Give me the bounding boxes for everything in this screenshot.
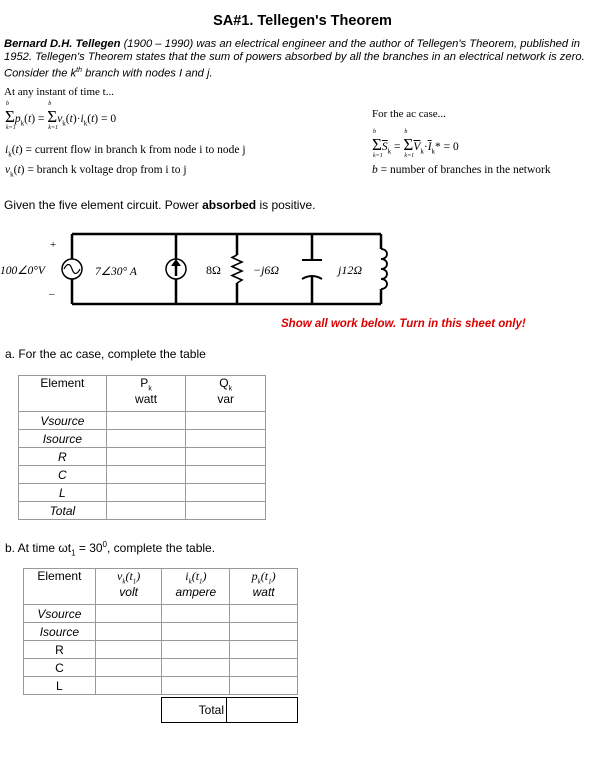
resistor-label: 8Ω (206, 263, 221, 277)
part-a-header-row (19, 376, 266, 412)
row-label: Vsource (19, 412, 107, 430)
q-cell[interactable] (186, 448, 266, 466)
part-b-prompt: b. At time $\omega t_1 = 30^0$, complete the table. (5, 540, 216, 558)
polarity-plus: + (50, 239, 57, 251)
row-label: C (24, 659, 96, 677)
given-text-start: Given the five element circuit. Power (4, 198, 203, 212)
b-definition-text: number of branches in the network (390, 164, 551, 176)
intro-paragraph (4, 38, 600, 81)
current-definition-text: = current flow in branch k from node i to node j (25, 144, 246, 156)
q-cell[interactable] (186, 430, 266, 448)
p-cell[interactable] (106, 412, 186, 430)
instant-heading: At any instant of time t... (4, 86, 114, 98)
instruction-text: Show all work below. Turn in this sheet only! (281, 318, 526, 330)
v-cell[interactable] (95, 641, 162, 659)
part-b-header-row (24, 569, 298, 605)
table-row (24, 659, 298, 677)
resistor (232, 255, 242, 283)
row-label: Vsource (24, 605, 96, 623)
q-cell[interactable] (186, 412, 266, 430)
current-definition: $i_k(t)$ = current flow in branch k from node i to node j (5, 144, 246, 159)
p-cell[interactable] (230, 641, 298, 659)
row-label: L (24, 677, 96, 695)
q-cell[interactable] (186, 484, 266, 502)
intro-text: (1900 – 1990) was an electrical engineer and the author of Tellegen's Theorem, published in 1952. Tellegen's Theorem states that the sum of powers absorbed by all the branches in an electrical network is zero. Consider the k (4, 38, 585, 80)
q-cell[interactable] (186, 502, 266, 520)
q-cell[interactable] (186, 466, 266, 484)
table-row (24, 605, 298, 623)
part-b-header-v: $v_k(t_1)$ volt (95, 569, 162, 605)
polarity-minus: – (49, 288, 55, 300)
part-a-prompt: a. For the ac case, complete the table (5, 347, 206, 361)
part-a-header-element: Element (19, 376, 107, 412)
isource-label: 7∠30° A (95, 266, 137, 278)
row-label: L (19, 484, 107, 502)
instant-sum-equation: Σ b k=1 $p_k(t) = \Sigma$ b k=1 $v_k(t)\cdot i_k(t) = 0$ (5, 101, 117, 131)
table-row-total (19, 502, 266, 520)
i-cell[interactable] (162, 605, 230, 623)
table-row (19, 466, 266, 484)
total-box (161, 697, 298, 723)
i-cell[interactable] (162, 641, 230, 659)
table-row (19, 448, 266, 466)
voltage-source (62, 259, 82, 279)
part-b-header-i: $i_k(t_1)$ ampere (162, 569, 230, 605)
part-a-header-q: $Q_k$ var (186, 376, 266, 412)
vsource-label: 100∠0°V (0, 265, 45, 277)
p-cell[interactable] (106, 484, 186, 502)
p-cell[interactable] (230, 677, 298, 695)
p-cell[interactable] (106, 448, 186, 466)
given-text-bold: absorbed (202, 198, 257, 212)
part-a-table (18, 375, 266, 520)
i-cell[interactable] (162, 659, 230, 677)
given-text (4, 198, 315, 212)
row-label: R (24, 641, 96, 659)
given-text-end: is positive. (256, 198, 316, 212)
ac-sum-equation: Σ b k=1 $\overline{S}_k = \Sigma$ b k=1 $\overline{V}_k\cdot\overline{I}_k* = 0$ (372, 129, 459, 159)
table-row (19, 412, 266, 430)
ac-eq-rhs: = 0 (443, 141, 459, 153)
table-row (24, 623, 298, 641)
intro-name: Bernard D.H. Tellegen (4, 38, 121, 50)
voltage-definition: $v_k(t)$ = branch k voltage drop from i to j (5, 164, 187, 179)
part-b-header-p: $p_k(t_1)$ watt (230, 569, 298, 605)
i-cell[interactable] (162, 623, 230, 641)
p-cell[interactable] (230, 623, 298, 641)
i-cell[interactable] (162, 677, 230, 695)
total-label: Total (198, 703, 224, 717)
total-label-cell (162, 698, 227, 722)
total-value-cell[interactable] (227, 698, 297, 722)
part-a-header-p: $P_k$ watt (106, 376, 186, 412)
v-cell[interactable] (95, 659, 162, 677)
intro-text2: branch with nodes I and j. (81, 67, 213, 80)
inductor-label: j12Ω (338, 263, 363, 277)
table-row (24, 677, 298, 695)
page-title: SA#1. Tellegen's Theorem (213, 13, 392, 29)
p-cell[interactable] (106, 502, 186, 520)
current-source (166, 259, 186, 279)
row-label: Total (19, 502, 107, 520)
capacitor (302, 260, 322, 279)
p-cell[interactable] (106, 466, 186, 484)
intro-sup: th (76, 67, 82, 74)
capacitor-label: −j6Ω (253, 263, 280, 277)
row-label: Isource (19, 430, 107, 448)
row-label: C (19, 466, 107, 484)
p-cell[interactable] (106, 430, 186, 448)
part-b-table (23, 568, 298, 695)
row-label: R (19, 448, 107, 466)
circuit-diagram (0, 225, 420, 320)
b-definition: b = number of branches in the network (372, 164, 551, 176)
instant-eq-rhs: = 0 (100, 113, 117, 125)
table-row (24, 641, 298, 659)
p-cell[interactable] (230, 659, 298, 677)
row-label: Isource (24, 623, 96, 641)
inductor (381, 249, 387, 289)
v-cell[interactable] (95, 605, 162, 623)
v-cell[interactable] (95, 623, 162, 641)
table-row (19, 430, 266, 448)
v-cell[interactable] (95, 677, 162, 695)
ac-heading: For the ac case... (372, 108, 446, 120)
voltage-definition-text: = branch k voltage drop from i to j (27, 164, 187, 176)
part-b-header-element: Element (24, 569, 96, 605)
p-cell[interactable] (230, 605, 298, 623)
table-row (19, 484, 266, 502)
